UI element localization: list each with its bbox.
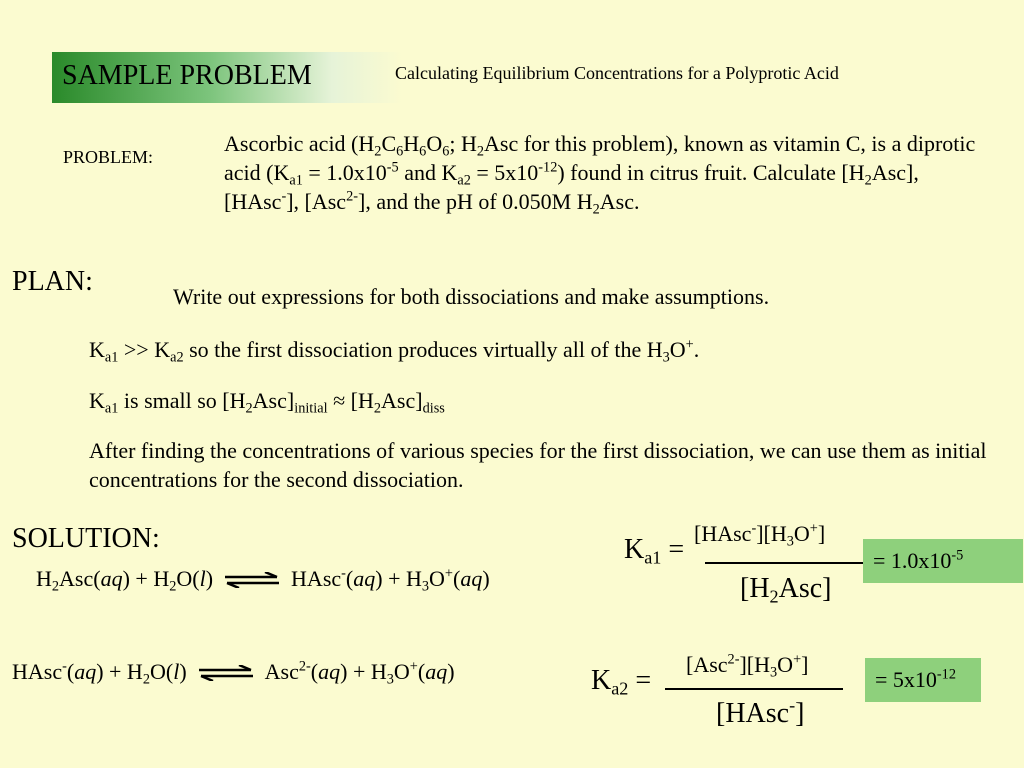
reaction-1: $H_2Asc(aq) + H_2O(l)$ HAsc-(aq) + $H_3O^+(aq)$ bbox=[36, 565, 490, 595]
plan-label: PLAN: bbox=[12, 266, 93, 297]
ka1-label: $K_{a1}$ = bbox=[624, 534, 685, 568]
assumption-1: $K_{a1} >> K_{a2}$ so the first dissociation produces virtually all of the $H_3O^+$. bbox=[89, 336, 700, 366]
problem-label: PROBLEM: bbox=[63, 147, 154, 167]
problem-statement: Ascorbic acid ($H_2C_6H_6O_6$; $H_2Asc$ for this problem), known as vitamin C, is a diprotic acid ($K_{a1} = 1.0x10^{-5}$ and $K_{a2} = 5x10^{-12}$) found in citrus fruit. Calculate $[H_2Asc]$, [HAsc-], [Asc$^{2-}$], and the pH of 0.050M $H_2Asc$. bbox=[224, 131, 976, 218]
ka1-fraction-bar bbox=[705, 562, 877, 564]
equilibrium-arrows-icon bbox=[223, 568, 281, 594]
solution-label: SOLUTION: bbox=[12, 523, 160, 554]
ka1-numerator: $[HAsc^-][H_3O^+]$ bbox=[694, 520, 826, 550]
ka1-value-box: = $1.0x10^{-5}$ bbox=[863, 539, 1023, 583]
banner-title: SAMPLE PROBLEM bbox=[62, 60, 312, 91]
plan-text: Write out expressions for both dissociations and make assumptions. bbox=[173, 284, 770, 309]
slide-subtitle: Calculating Equilibrium Concentrations for a Polyprotic Acid bbox=[395, 63, 839, 83]
assumption-2: $K_{a1}$ is small so $[H_2Asc]_{initial} \approx [H_2Asc]_{diss}$ bbox=[89, 388, 445, 417]
ka2-value-box: = $5x10^{-12}$ bbox=[865, 658, 981, 702]
equilibrium-arrows-icon bbox=[197, 661, 255, 687]
ka2-fraction-bar bbox=[665, 688, 843, 690]
ka1-denominator: $[H_2Asc]$ bbox=[740, 573, 832, 607]
reaction-2: HAsc-(aq) + $H_2O(l) Asc^{2-}(aq) + H_3O^+(aq)$ bbox=[12, 658, 455, 688]
ka2-numerator: $[Asc^{2-}][H_3O^+]$ bbox=[686, 651, 809, 681]
assumption-3: After finding the concentrations of various species for the first dissociation, we can use them as initial concentrations for the second dissociation. bbox=[89, 438, 987, 492]
ka2-denominator: [HAsc-] bbox=[716, 695, 805, 729]
ka2-label: $K_{a2}$ = bbox=[591, 665, 652, 699]
